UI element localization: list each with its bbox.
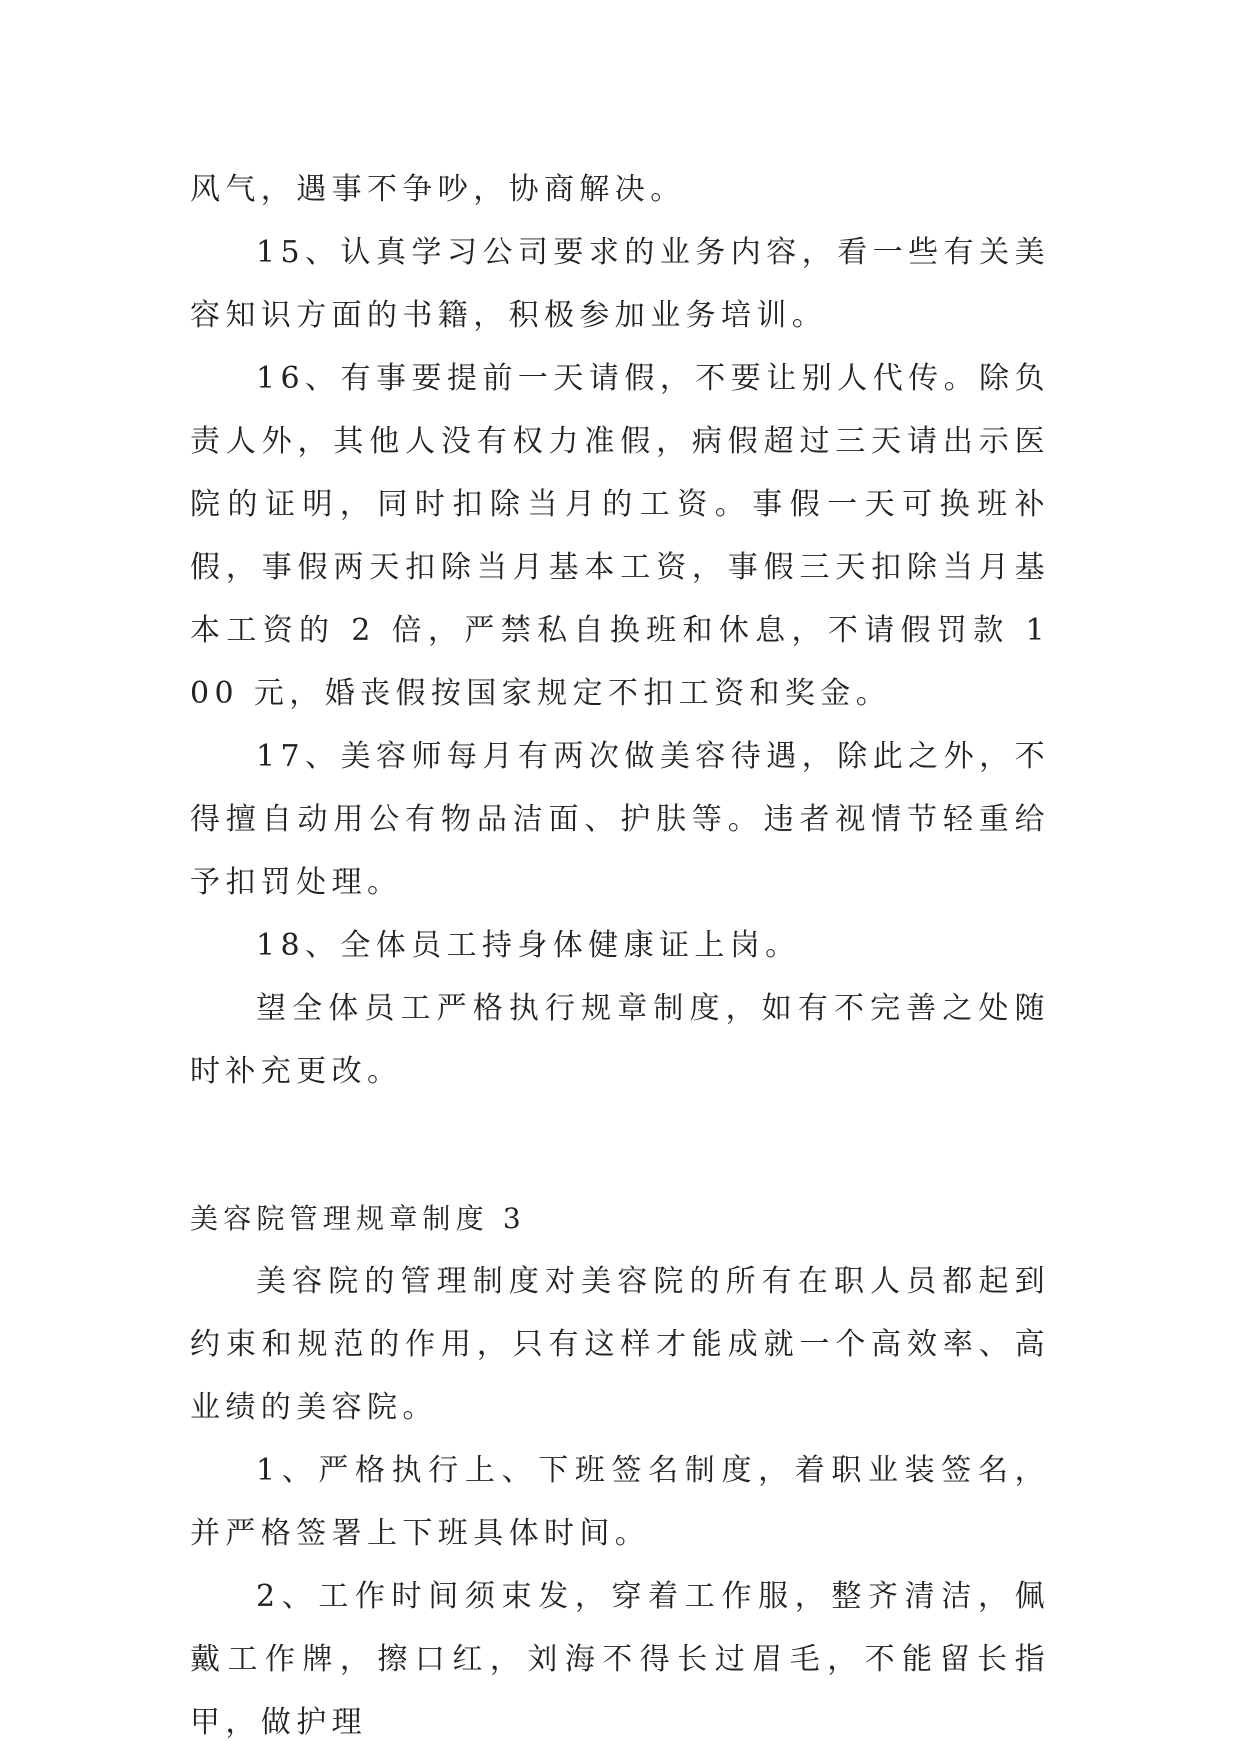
rule-item-17: 17、美容师每月有两次做美容待遇，除此之外，不得擅自动用公有物品洁面、护肤等。违者视情节轻重给予扣罚处理。 bbox=[190, 739, 1050, 900]
document-body bbox=[190, 158, 1050, 1754]
rule-item-18: 18、全体员工持身体健康证上岗。 bbox=[256, 928, 801, 963]
section-intro-paragraph: 美容院的管理制度对美容院的所有在职人员都起到约束和规范的作用，只有这样才能成就一个高效率、高业绩的美容院。 bbox=[190, 1264, 1050, 1425]
section-title: 美容院管理规章制度 3 bbox=[190, 1202, 526, 1235]
paragraph-continuation: 风气，遇事不争吵，协商解决。 bbox=[190, 172, 686, 207]
closing-paragraph: 望全体员工严格执行规章制度，如有不完善之处随时补充更改。 bbox=[190, 991, 1050, 1089]
rule-item-2: 2、工作时间须束发，穿着工作服，整齐清洁，佩戴工作牌，擦口红，刘海不得长过眉毛，不能留长指甲，做护理 bbox=[190, 1579, 1050, 1740]
rule-item-1: 1、严格执行上、下班签名制度，着职业装签名，并严格签署上下班具体时间。 bbox=[190, 1453, 1050, 1551]
rule-item-16: 16、有事要提前一天请假，不要让别人代传。除负责人外，其他人没有权力准假，病假超过三天请出示医院的证明，同时扣除当月的工资。事假一天可换班补假，事假两天扣除当月基本工资，事假三天扣除当月基本工资的 2 倍，严禁私自换班和休息，不请假罚款 100 元，婚丧假按国家规定不扣工资和奖金。 bbox=[190, 361, 1050, 711]
rule-item-15: 15、认真学习公司要求的业务内容，看一些有关美容知识方面的书籍，积极参加业务培训。 bbox=[190, 235, 1050, 333]
